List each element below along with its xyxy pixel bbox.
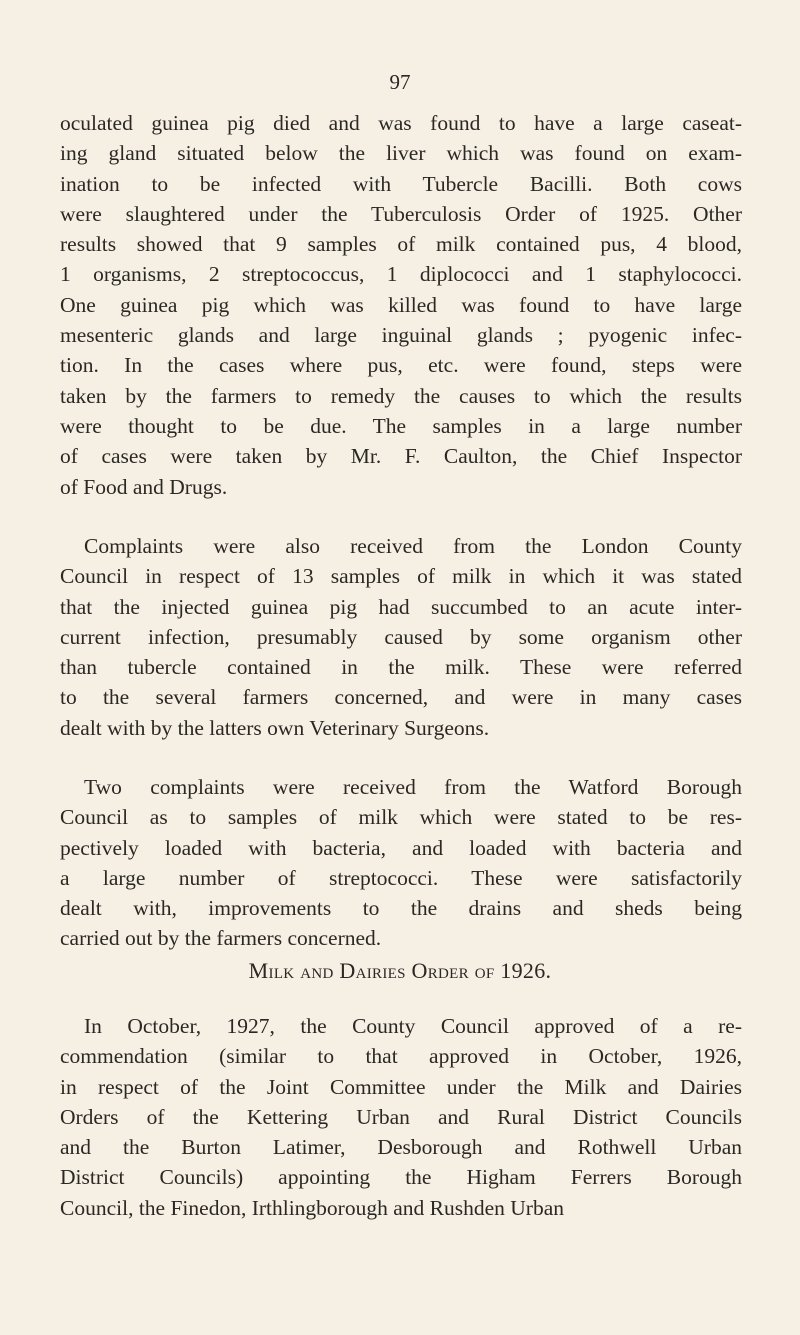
text-line: of Food and Drugs. — [60, 474, 228, 499]
paragraph-london-county-complaints — [60, 531, 742, 743]
text-line: current infection, presumably caused by some organism other — [60, 624, 742, 649]
text-line: Two complaints were received from the Watford Borough — [84, 775, 742, 799]
text-line: pectively loaded with bacteria, and loaded with bacteria and — [60, 835, 742, 860]
text-line: Complaints were also received from the London County — [84, 534, 742, 558]
paragraph-tuberculosis-results — [60, 108, 742, 502]
text-line: Council as to samples of milk which were stated to be res- — [60, 805, 742, 830]
text-line: ination to be infected with Tubercle Bacilli. Both cows — [60, 171, 742, 196]
text-line: oculated guinea pig died and was found to have a large caseat- — [60, 111, 742, 135]
text-line: Orders of the Kettering Urban and Rural District Councils — [60, 1104, 742, 1129]
text-line: District Councils) appointing the Higham Ferrers Borough — [60, 1165, 742, 1190]
text-line: than tubercle contained in the milk. These were referred — [60, 655, 742, 680]
text-line: and the Burton Latimer, Desborough and Rothwell Urban — [60, 1135, 742, 1160]
text-line: dealt with by the latters own Veterinary Surgeons. — [60, 715, 490, 740]
text-line: of cases were taken by Mr. F. Caulton, the Chief Inspector — [60, 444, 742, 469]
text-line: results showed that 9 samples of milk contained pus, 4 blood, — [60, 232, 742, 257]
text-line: carried out by the farmers concerned. — [60, 926, 382, 951]
text-line: mesenteric glands and large inguinal glands ; pyogenic infec- — [60, 323, 742, 348]
text-line: ing gland situated below the liver which was found on exam- — [60, 141, 742, 166]
text-line: commendation (similar to that approved in October, 1926, — [60, 1044, 742, 1069]
text-line: 1 organisms, 2 streptococcus, 1 diplococci and 1 staphylococci. — [60, 262, 742, 287]
text-line: Council, the Finedon, Irthlingborough and Rushden Urban — [60, 1195, 564, 1220]
text-line: that the injected guinea pig had succumbed to an acute inter- — [60, 594, 742, 619]
paragraph-october-1927 — [60, 1011, 742, 1223]
text-line: in respect of the Joint Committee under the Milk and Dairies — [60, 1074, 742, 1099]
section-heading: Milk and Dairies Order of 1926. — [248, 958, 552, 983]
paragraph-watford-complaints — [60, 772, 742, 954]
text-line: dealt with, improvements to the drains and sheds being — [60, 896, 742, 921]
text-line: were thought to be due. The samples in a large number — [60, 413, 742, 438]
text-line: a large number of streptococci. These were satisfactorily — [60, 865, 742, 890]
text-line: In October, 1927, the County Council approved of a re- — [84, 1014, 742, 1038]
text-line: were slaughtered under the Tuberculosis Order of 1925. Other — [60, 201, 742, 226]
text-line: taken by the farmers to remedy the causes to which the results — [60, 383, 742, 408]
text-line: to the several farmers concerned, and were in many cases — [60, 685, 742, 710]
text-line: Council in respect of 13 samples of milk in which it was stated — [60, 564, 742, 589]
page-number: 97 — [389, 70, 411, 94]
text-line: One guinea pig which was killed was found to have large — [60, 292, 742, 317]
text-line: tion. In the cases where pus, etc. were found, steps were — [60, 353, 742, 378]
